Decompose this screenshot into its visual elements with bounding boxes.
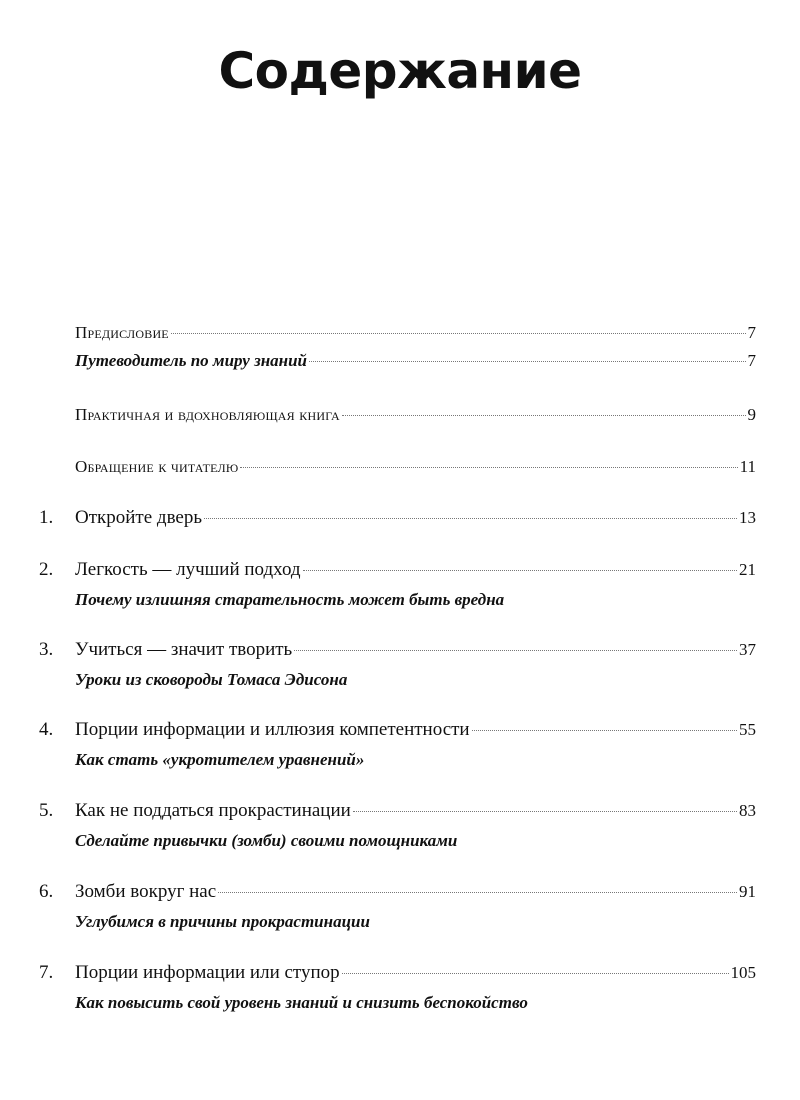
chapter-title: Учиться — значит творить	[75, 639, 293, 660]
toc-chapter-3[interactable]	[39, 637, 756, 663]
leader-dots	[294, 650, 737, 651]
toc-page-number: 7	[747, 351, 756, 370]
toc-entry-label: Практичная и вдохновляющая книга	[75, 405, 340, 424]
leader-dots	[309, 361, 745, 362]
leader-dots	[342, 973, 729, 974]
toc-page-number: 37	[739, 640, 756, 659]
chapter-subtitle: Сделайте привычки (зомби) своими помощниками	[75, 831, 458, 850]
chapter-subtitle: Как стать «укротителем уравнений»	[75, 750, 365, 769]
toc-page-number: 91	[739, 882, 756, 901]
chapter-number: 3.	[39, 639, 54, 660]
leader-dots	[342, 415, 746, 416]
toc-page-number: 13	[739, 508, 756, 527]
toc-page-number: 105	[730, 963, 756, 982]
toc-chapter-5[interactable]	[39, 798, 756, 824]
toc-entry-label: Предисловие	[75, 323, 169, 342]
chapter-number: 7.	[39, 962, 54, 983]
leader-dots	[303, 570, 737, 571]
chapter-subtitle: Углубимся в причины прокрастинации	[75, 912, 370, 931]
toc-entry-practical-book[interactable]	[75, 402, 756, 428]
leader-dots	[218, 892, 737, 893]
toc-page-number: 21	[739, 560, 756, 579]
toc-page-number: 55	[739, 720, 756, 739]
toc-entry-address-to-reader[interactable]	[75, 454, 756, 480]
chapter-title: Откройте дверь	[75, 507, 203, 528]
toc-chapter-6[interactable]	[39, 879, 756, 905]
chapter-number: 6.	[39, 881, 54, 902]
chapter-title: Легкость — лучший подход	[75, 559, 301, 580]
toc-entry-label: Обращение к читателю	[75, 457, 239, 476]
page-title: Содержание	[218, 42, 582, 100]
chapter-subtitle: Почему излишняя старательность может быть вредна	[75, 590, 505, 609]
toc-page-number: 9	[747, 405, 756, 424]
chapter-number: 1.	[39, 507, 54, 528]
toc-chapter-7[interactable]	[39, 960, 756, 986]
chapter-number: 5.	[39, 800, 54, 821]
chapter-subtitle: Уроки из сковороды Томаса Эдисона	[75, 670, 348, 689]
leader-dots	[353, 811, 737, 812]
toc-entry-guide[interactable]	[75, 348, 756, 374]
toc-chapter-2[interactable]	[39, 557, 756, 583]
toc-chapter-4[interactable]	[39, 717, 756, 743]
chapter-title: Зомби вокруг нас	[75, 881, 217, 902]
toc-entry-label: Путеводитель по миру знаний	[75, 351, 308, 370]
chapter-subtitle: Как повысить свой уровень знаний и снизить беспокойство	[75, 993, 528, 1012]
chapter-number: 2.	[39, 559, 54, 580]
chapter-title: Порции информации и иллюзия компетентности	[75, 719, 470, 740]
chapter-title: Как не поддаться прокрастинации	[75, 800, 351, 821]
leader-dots	[472, 730, 737, 731]
toc-page-number: 7	[747, 323, 756, 342]
leader-dots	[171, 333, 746, 334]
leader-dots	[204, 518, 737, 519]
leader-dots	[240, 467, 737, 468]
toc-chapter-1[interactable]	[39, 505, 756, 531]
toc-page-number: 11	[739, 457, 756, 476]
chapter-title: Порции информации или ступор	[75, 962, 340, 983]
toc-page-number: 83	[739, 801, 756, 820]
chapter-number: 4.	[39, 719, 54, 740]
toc-entry-preface[interactable]	[75, 320, 756, 346]
